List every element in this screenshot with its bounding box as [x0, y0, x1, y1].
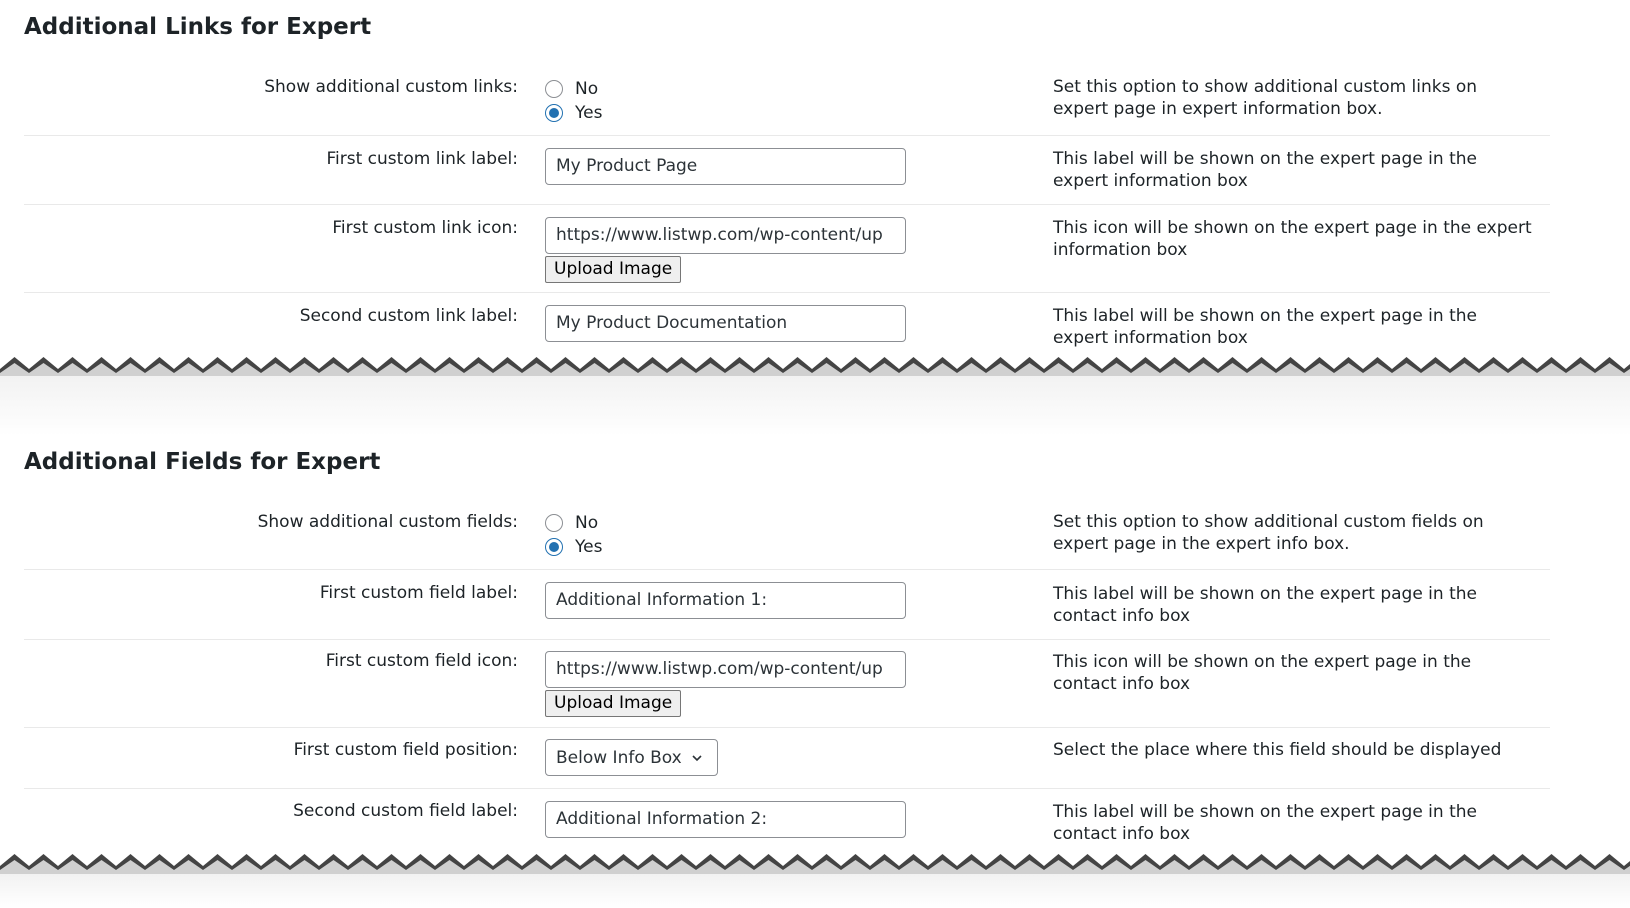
second-link-label-label: Second custom link label:	[299, 306, 518, 326]
fields-section-title: Additional Fields for Expert	[24, 449, 381, 475]
first-field-icon-row	[24, 640, 1550, 728]
show-fields-row	[24, 507, 1550, 570]
chevron-down-icon	[690, 751, 704, 765]
first-link-label-description: This label will be shown on the expert page in the expert information box	[1053, 149, 1477, 191]
first-field-label-description: This label will be shown on the expert page in the contact info box	[1053, 584, 1477, 626]
second-link-label-row	[24, 293, 1550, 355]
first-field-upload-image-button[interactable]: Upload Image	[545, 690, 681, 717]
first-field-icon-control	[545, 651, 906, 717]
radio-yes-label: Yes	[575, 537, 603, 557]
radio-no[interactable]	[545, 514, 563, 532]
radio-no[interactable]	[545, 80, 563, 98]
first-link-icon-control	[545, 217, 906, 283]
first-field-label-row	[24, 570, 1550, 640]
radio-no-label: No	[575, 513, 599, 533]
second-field-label-row	[24, 789, 1550, 853]
torn-edge-divider	[0, 852, 1630, 876]
first-link-label-label: First custom link label:	[326, 149, 518, 169]
show-links-option-yes[interactable]	[545, 101, 602, 125]
first-field-position-description: Select the place where this field should be displayed	[1053, 740, 1502, 760]
first-link-upload-image-button[interactable]: Upload Image	[545, 256, 681, 283]
show-fields-radio-group	[545, 511, 602, 559]
radio-no-label: No	[575, 79, 599, 99]
second-field-label-description: This label will be shown on the expert page in the contact info box	[1053, 802, 1477, 844]
first-field-position-row	[24, 728, 1550, 789]
show-links-description: Set this option to show additional custom links on expert page in expert information box.	[1053, 77, 1478, 119]
first-field-position-select[interactable]	[545, 739, 718, 776]
first-link-icon-label: First custom link icon:	[332, 218, 518, 238]
show-links-row	[24, 72, 1550, 136]
second-link-label-description: This label will be shown on the expert page in the expert information box	[1053, 306, 1477, 348]
show-fields-label: Show additional custom fields:	[257, 512, 518, 532]
first-link-label-input[interactable]: My Product Page	[545, 148, 906, 185]
radio-yes[interactable]	[545, 104, 563, 122]
show-fields-description: Set this option to show additional custom fields on expert page in the expert info box.	[1053, 512, 1484, 554]
show-fields-option-no[interactable]	[545, 511, 602, 535]
second-field-label-label: Second custom field label:	[293, 801, 518, 821]
tear-shadow	[0, 376, 1630, 436]
first-link-icon-row	[24, 205, 1550, 293]
first-field-icon-label: First custom field icon:	[325, 651, 518, 671]
first-link-icon-url-input[interactable]: https://www.listwp.com/wp-content/up	[545, 217, 906, 254]
show-fields-option-yes[interactable]	[545, 535, 602, 559]
first-link-label-row	[24, 136, 1550, 205]
show-links-radio-group	[545, 77, 602, 125]
first-field-icon-url-input[interactable]: https://www.listwp.com/wp-content/up	[545, 651, 906, 688]
show-links-label: Show additional custom links:	[264, 77, 518, 97]
first-field-label-label: First custom field label:	[319, 583, 518, 603]
second-field-label-input[interactable]: Additional Information 2:	[545, 801, 906, 838]
first-field-position-label: First custom field position:	[293, 740, 518, 760]
first-link-icon-description: This icon will be shown on the expert page in the expert information box	[1053, 218, 1532, 260]
first-field-position-value: Below Info Box	[556, 747, 682, 768]
tear-shadow	[0, 874, 1630, 908]
second-link-label-input[interactable]: My Product Documentation	[545, 305, 906, 342]
radio-yes[interactable]	[545, 538, 563, 556]
show-links-option-no[interactable]	[545, 77, 602, 101]
first-field-label-input[interactable]: Additional Information 1:	[545, 582, 906, 619]
radio-yes-label: Yes	[575, 103, 603, 123]
first-field-icon-description: This icon will be shown on the expert page in the contact info box	[1053, 652, 1472, 694]
links-section-title: Additional Links for Expert	[24, 14, 372, 40]
